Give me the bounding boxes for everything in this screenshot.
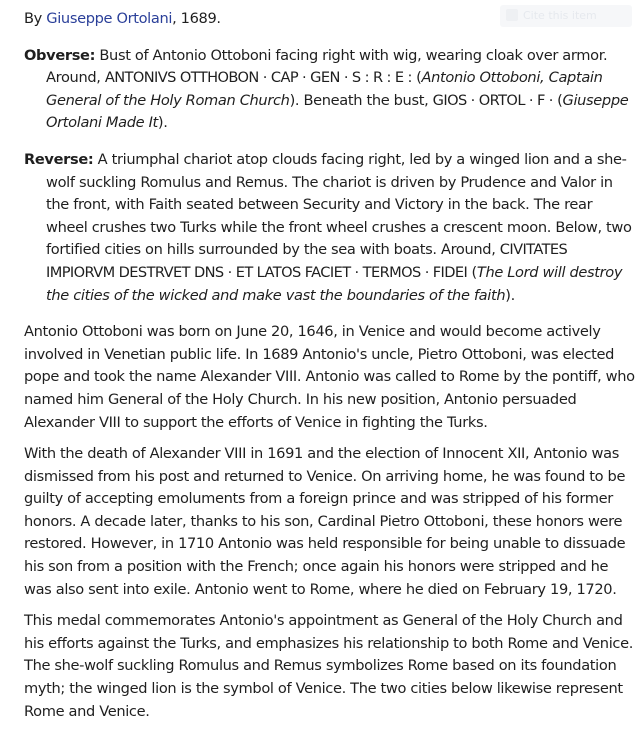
medal-description: [24, 8, 636, 732]
exile-paragraph: With the death of Alexander VIII in 1691 and the election of Innocent XII, Antonio was dismissed from his post and returned to Venice. On arriving home, he was found to be guilty of accepting emoluments from a foreign prince and was stripped of his former honors. A decade later, thanks to his son, Cardinal Pietro Ottoboni, these honors were restored. However, in 1710 Antonio was held responsible for being unable to dissuade his son from a position with the French; once again his honors were stripped and he was also sent into exile. Antonio went to Rome, where he died on February 19, 1720.: [24, 445, 626, 598]
commemoration-paragraph: This medal commemorates Antonio's appointment as General of the Holy Church and his efforts against the Turks, and emphasizes his relationship to both Rome and Venice. The she-wolf suckling Romulus and Remus symbolizes Rome based on its foundation myth; the winged lion is the symbol of Venice. The two cities below likewise represent Rome and Venice.: [24, 612, 633, 720]
byline: By Giuseppe Ortolani, 1689.: [24, 10, 221, 27]
obverse-description: Obverse: Bust of Antonio Ottoboni facing right with wig, wearing cloak over armor. Around, ANTONIVS OTTHOBON · CAP · GEN · S : R : E : (Antonio Ottoboni, Captain General of the Holy Roman Church). Beneath the bust, GIOS · ORTOL · F · (Giuseppe Ortolani Made It).: [24, 46, 629, 132]
cite-button-label: Cite this item: [523, 9, 597, 22]
reverse-legend: CIVITATES IMPIORVM DESTRVET DNS · ET LATOS FACIET · TERMOS · FIDEI: [46, 241, 568, 281]
history-paragraph: Antonio Ottoboni was born on June 20, 1646, in Venice and would become actively involved in Venetian public life. In 1689 Antonio's uncle, Pietro Ottoboni, was elected pope and took the name Alexander VIII. Antonio was called to Rome by the pontiff, who named him General of the Holy Church. In his new position, Antonio persuaded Alexander VIII to support the efforts of Venice in fighting the Turks.: [24, 323, 635, 431]
reverse-description: Reverse: A triumphal chariot atop clouds facing right, led by a winged lion and a she-wolf suckling Romulus and Remus. The chariot is driven by Prudence and Valor in the front, with Faith seated between Security and Victory in the back. The rear wheel crushes two Turks while the front wheel crushes a crescent moon. Below, two fortified cities on hills surrounded by the sea with boats. Around, CIVITATES IMPIORVM DESTRVET DNS · ET LATOS FACIET · TERMOS · FIDEI (The Lord will destroy the cities of the wicked and make vast the boundaries of the faith).: [24, 150, 632, 304]
reverse-translation: The Lord will destroy the cities of the wicked and make vast the boundaries of the faith: [46, 263, 623, 304]
obverse-signature-legend: GIOS · ORTOL · F ·: [432, 91, 553, 109]
obverse-legend: ANTONIVS OTTHOBON · CAP · GEN · S : R : E :: [104, 69, 412, 87]
artist-link[interactable]: Giuseppe Ortolani: [46, 10, 173, 27]
obverse-signature-translation: Giuseppe Ortolani Made It: [46, 91, 629, 132]
reverse-label: Reverse:: [24, 150, 94, 168]
obverse-label: Obverse:: [24, 46, 96, 64]
obverse-translation: Antonio Ottoboni, Captain General of the Holy Roman Church: [46, 69, 603, 109]
